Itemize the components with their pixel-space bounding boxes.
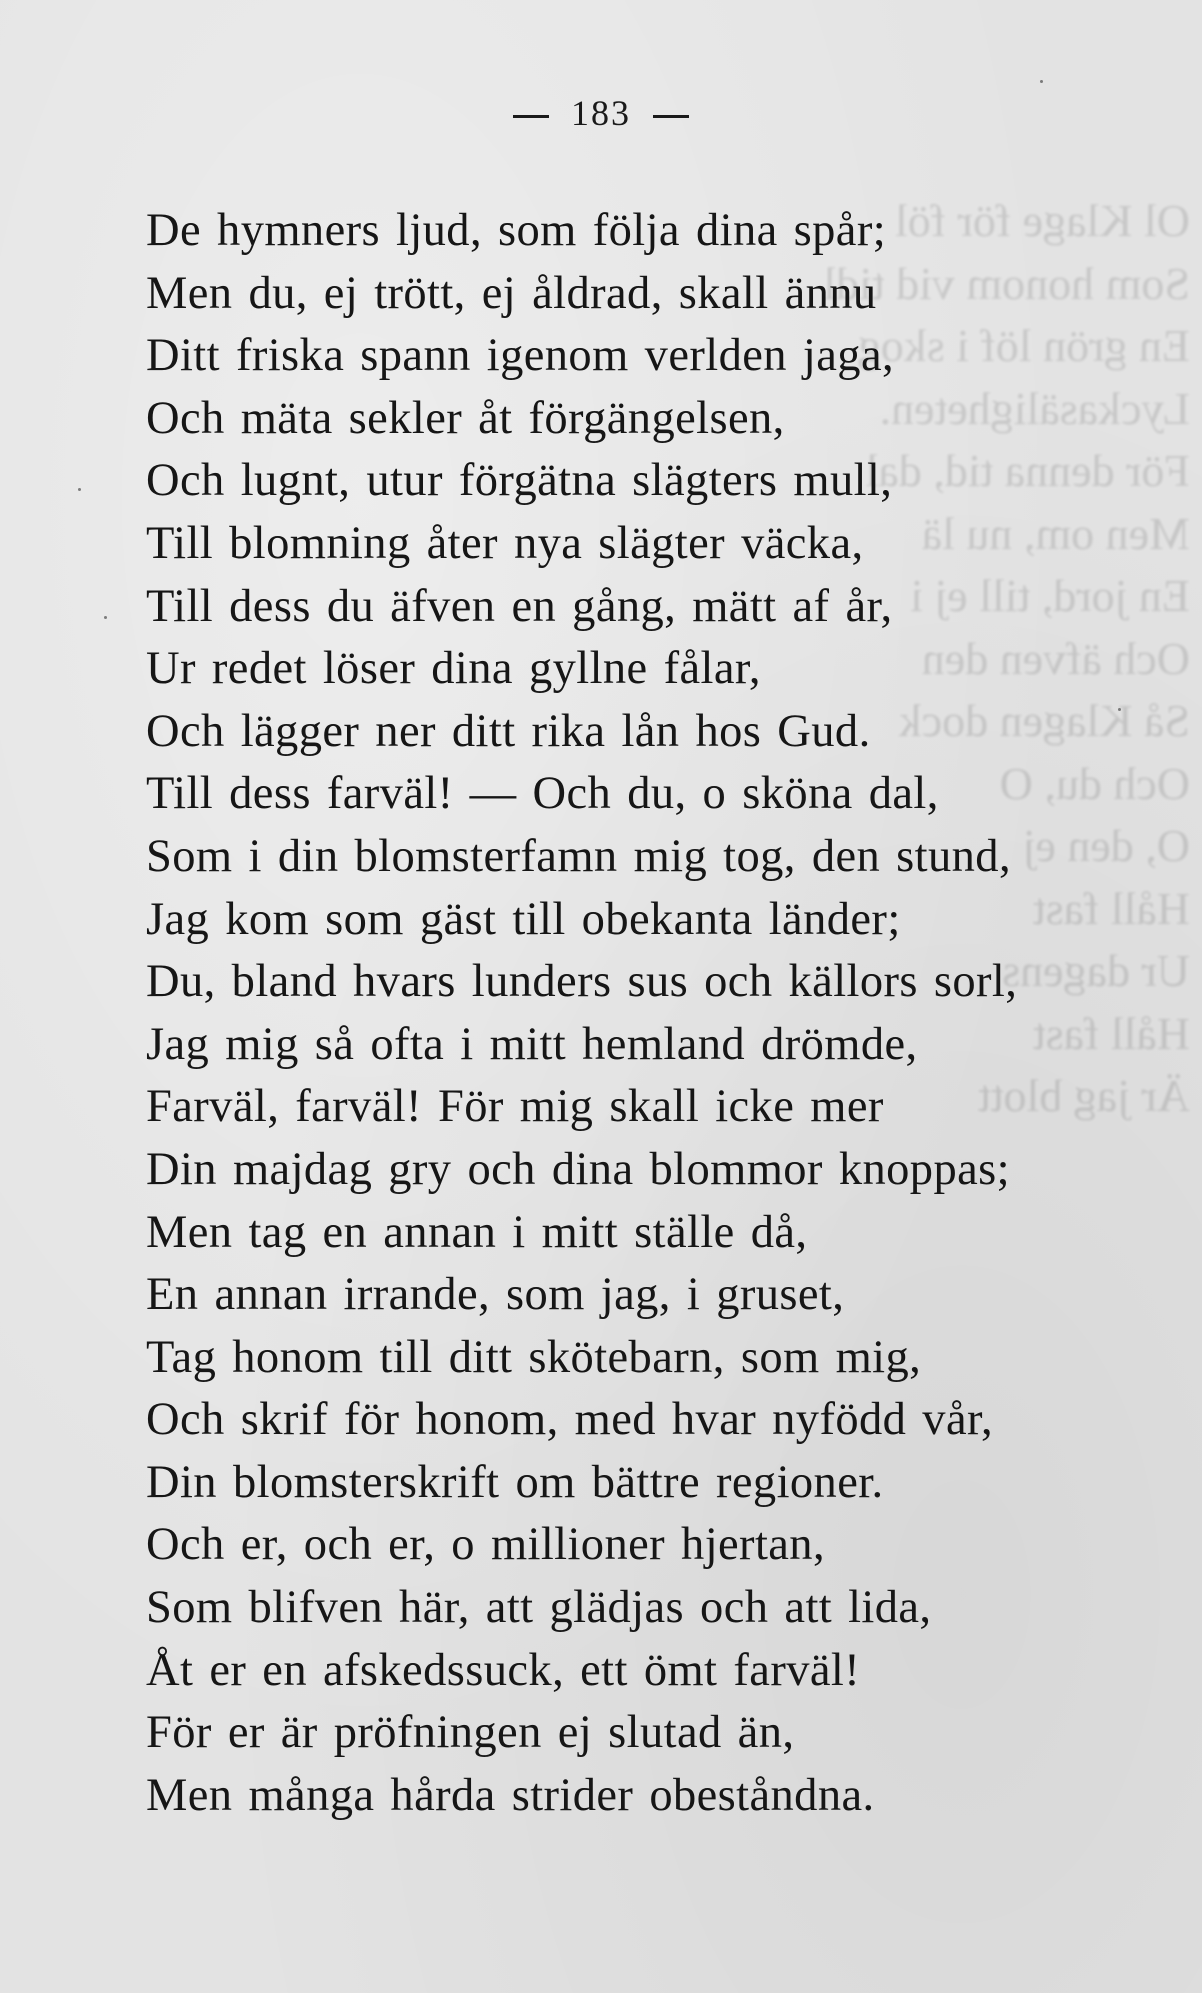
poem-line: Och skrif för honom, med hvar nyfödd vår, — [146, 1394, 994, 1446]
poem-line: Som blifven här, att glädjas och att lida, — [146, 1582, 932, 1634]
poem-line: Till dess farväl! — Och du, o sköna dal, — [146, 768, 939, 820]
poem-line: Åt er en afskedssuck, ett ömt farväl! — [146, 1644, 861, 1696]
poem-line: För er är pröfningen ej slutad än, — [146, 1707, 795, 1759]
paper-speck — [1118, 708, 1121, 711]
poem-text — [146, 200, 1156, 1827]
poem-line: Ditt friska spann igenom verlden jaga, — [146, 330, 895, 382]
poem-line: Tag honom till ditt skötebarn, som mig, — [146, 1331, 922, 1383]
poem-line: Ur redet löser dina gyllne fålar, — [146, 643, 761, 695]
paper-speck — [1040, 80, 1043, 83]
poem-line: Och er, och er, o millioner hjertan, — [146, 1519, 825, 1571]
page-number-dash-right — [653, 115, 689, 118]
poem-line: Du, bland hvars lunders sus och källors sorl, — [146, 956, 1018, 1008]
poem-line: Din blomsterskrift om bättre regioner. — [146, 1456, 884, 1508]
bleed-through-texture: Ol Klage för föl Som honom vid tidl En grön löf i skog Lyckasäligheten. För denna tid, dal Men om, nu lä En jord, till ej i Och äfven den Så Klagen dock Och du, O O, den ej Håll fast Ur dagens Håll fast Är jag blott — [823, 195, 1190, 1121]
poem-line: De hymners ljud, som följa dina spår; — [146, 205, 887, 256]
poem-line: Din majdag gry och dina blommor knoppas; — [146, 1143, 1010, 1195]
paper-speck — [104, 616, 107, 619]
poem-line: Till blomning åter nya slägter väcka, — [146, 517, 864, 569]
poem-line: Men tag en annan i mitt ställe då, — [146, 1206, 808, 1258]
paper-speck — [78, 488, 81, 491]
poem-line: Och lugnt, utur förgätna slägters mull, — [146, 455, 893, 507]
poem-line: En annan irrande, som jag, i gruset, — [146, 1269, 845, 1321]
poem-line: Jag mig så ofta i mitt hemland drömde, — [146, 1018, 918, 1070]
poem-line: Men du, ej trött, ej åldrad, skall ännu — [146, 267, 877, 319]
poem-line: Farväl, farväl! För mig skall icke mer — [146, 1081, 884, 1133]
page-number-text: 183 — [571, 93, 631, 133]
poem-line: Men många hårda strider obeståndna. — [146, 1769, 875, 1821]
poem-line: Och lägger ner ditt rika lån hos Gud. — [146, 705, 871, 757]
poem-line: Och mäta sekler åt förgängelsen, — [146, 392, 785, 444]
poem-line: Till dess du äfven en gång, mätt af år, — [146, 580, 893, 632]
poem-line: Jag kom som gäst till obekanta länder; — [146, 893, 901, 945]
poem-line: Som i din blomsterfamn mig tog, den stund, — [146, 830, 1011, 882]
page-number — [0, 92, 1202, 134]
page-number-dash-left — [513, 115, 549, 118]
